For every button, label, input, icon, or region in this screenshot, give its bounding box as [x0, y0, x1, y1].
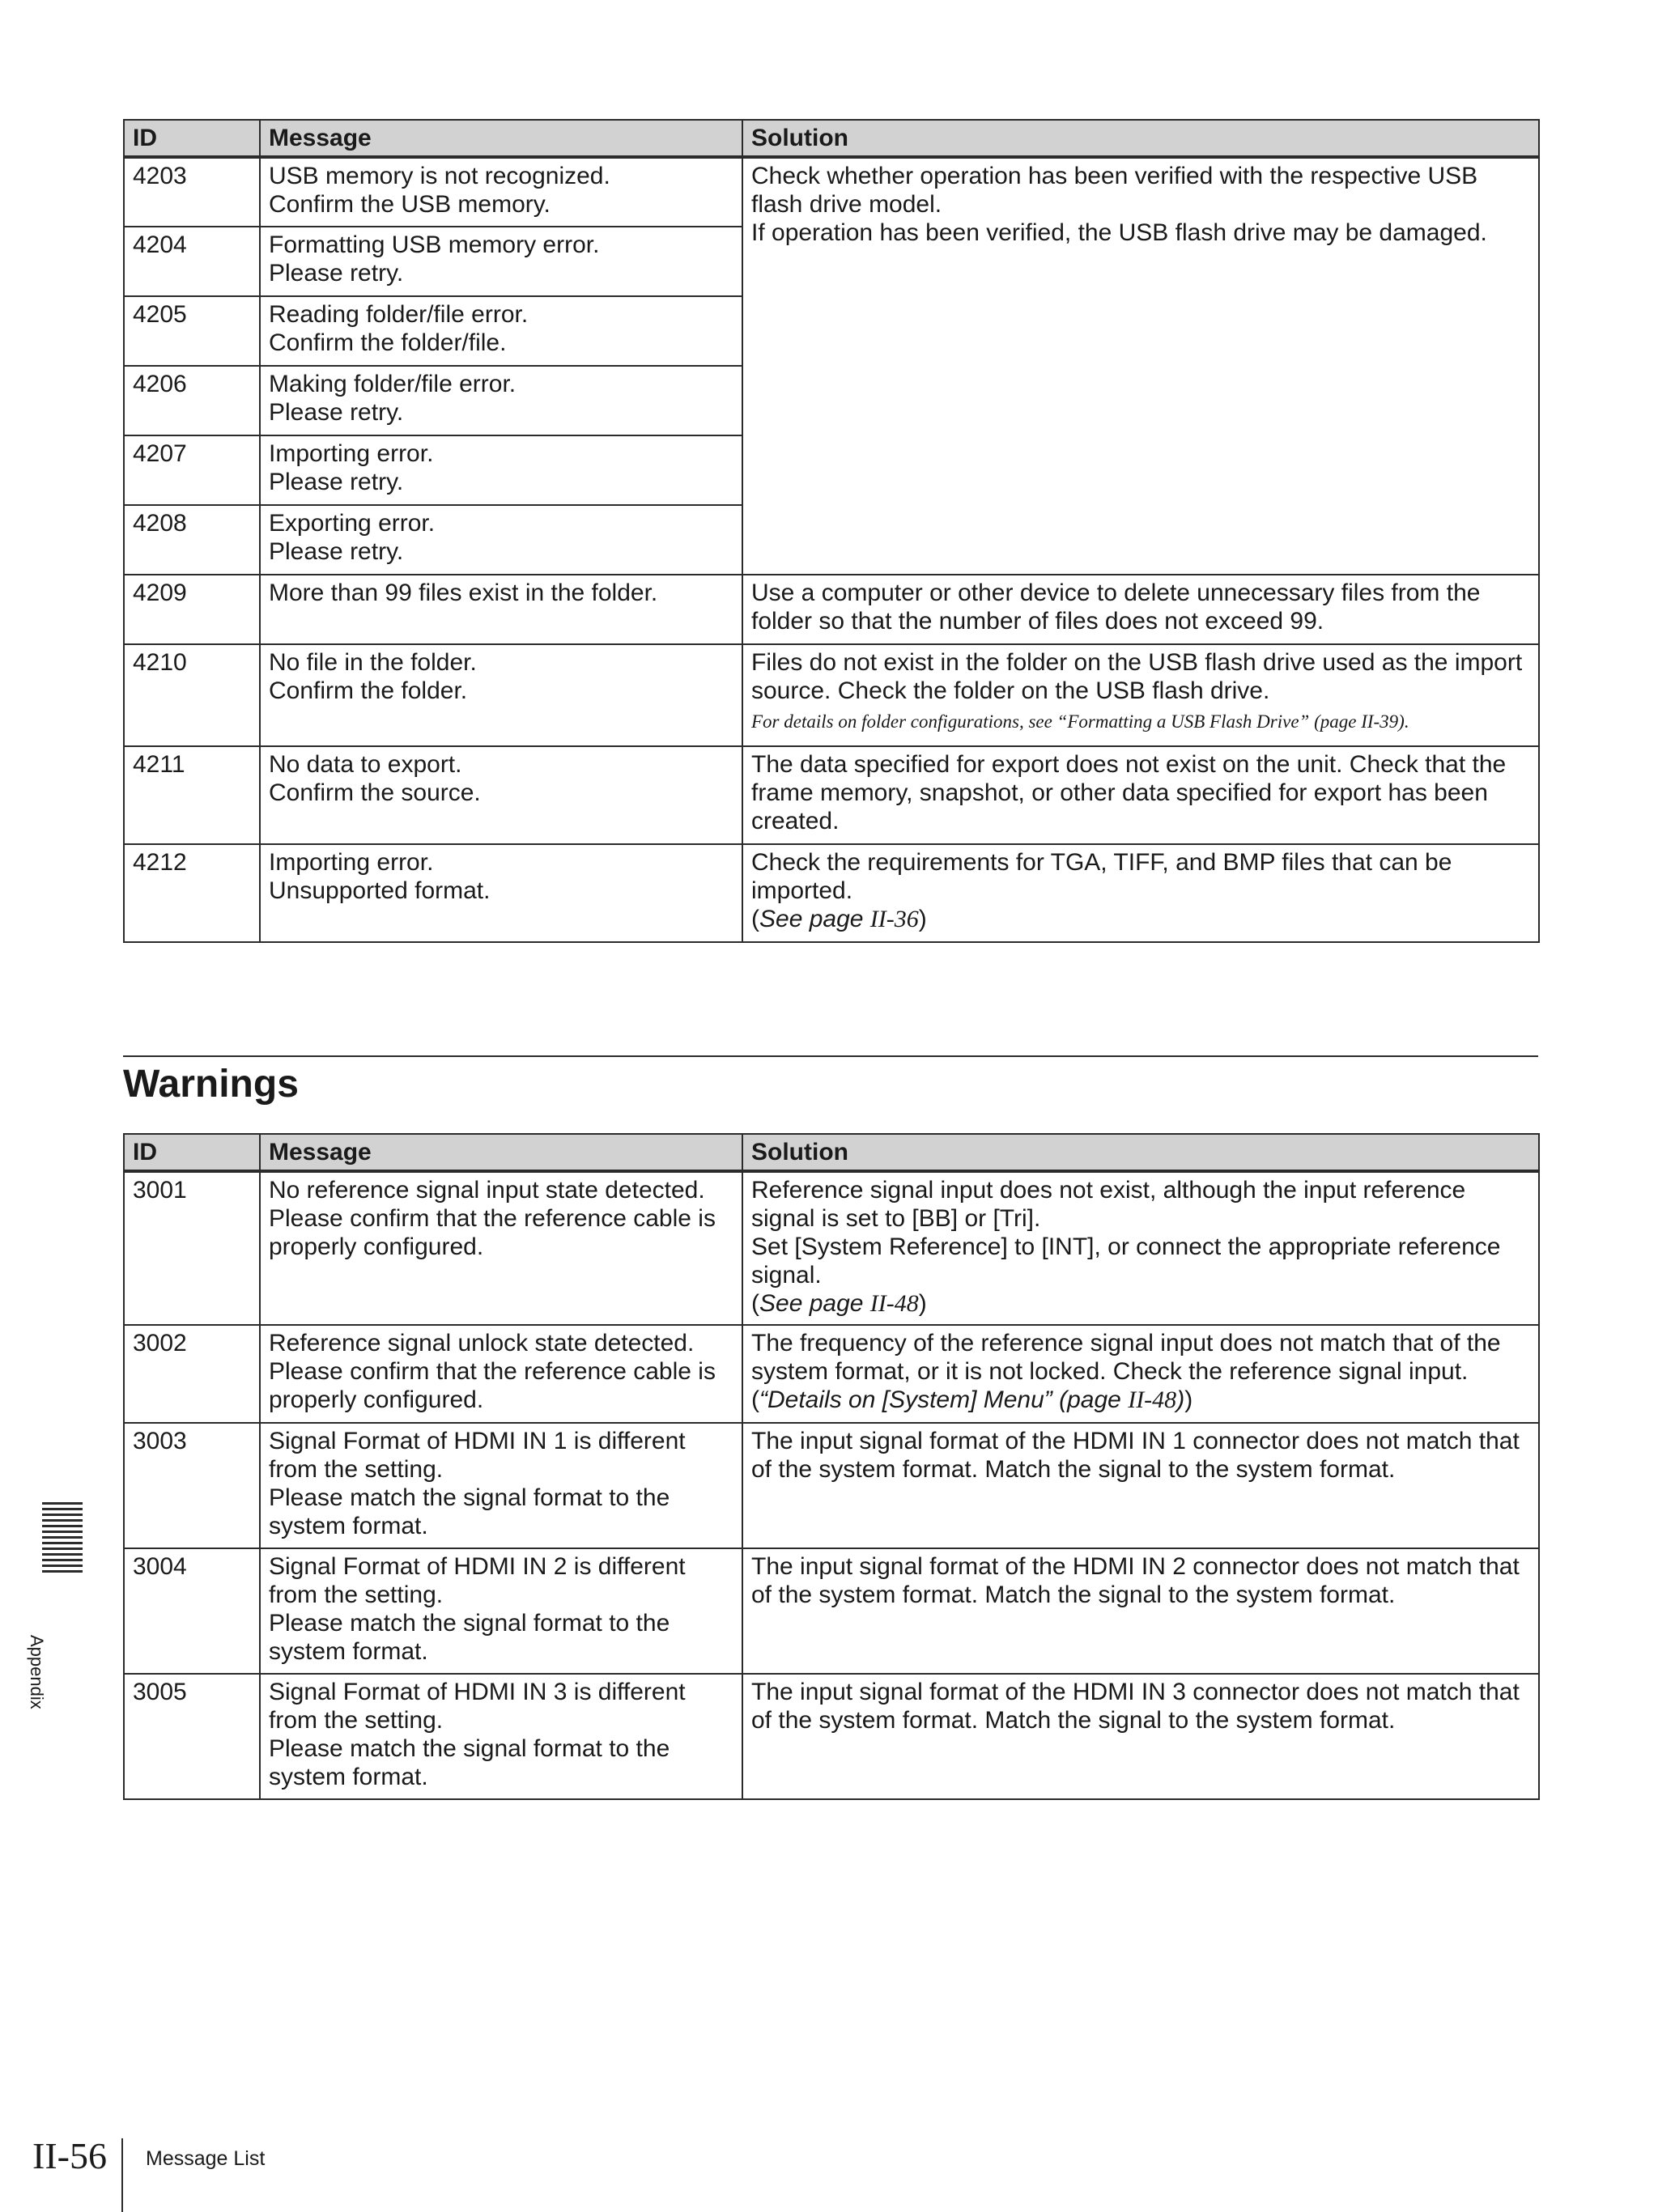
error-message-table [123, 119, 1540, 943]
solution-text: Reference signal input does not exist, although the input reference signal is set to [BB] or [Tri]. Set [System Reference] to [INT], or connect the appropriate reference signal. [751, 1177, 1501, 1289]
id-column-header: ID [124, 120, 260, 157]
message-text: Importing error. Please retry. [260, 435, 742, 505]
message-id: 3002 [124, 1325, 260, 1423]
appendix-tab-label: Appendix [27, 1635, 47, 1709]
page-reference-text: “Details on [System] Menu” (page [759, 1386, 1121, 1413]
table-row [124, 844, 1539, 942]
page-reference-text: See page [759, 1290, 864, 1317]
solution-text: The data specified for export does not exist on the unit. Check that the frame memory, snapshot, or other data specified for export has been created. [742, 746, 1539, 844]
message-id: 3001 [124, 1171, 260, 1325]
message-id: 3005 [124, 1674, 260, 1799]
folder-config-note: For details on folder configurations, see “Formatting a USB Flash Drive” (page II-39). [751, 711, 1409, 732]
message-column-header: Message [260, 1134, 742, 1171]
message-id: 4210 [124, 644, 260, 746]
message-text: Reading folder/file error. Confirm the folder/file. [260, 296, 742, 366]
message-text: Importing error. Unsupported format. [260, 844, 742, 942]
message-text: More than 99 files exist in the folder. [260, 575, 742, 644]
message-id: 4209 [124, 575, 260, 644]
solution-column-header: Solution [742, 1134, 1539, 1171]
solution-text: Check the requirements for TGA, TIFF, and BMP files that can be imported. [751, 849, 1452, 904]
message-text: Exporting error. Please retry. [260, 505, 742, 575]
page-reference-link[interactable]: II-48 [869, 1290, 919, 1317]
table-row [124, 575, 1539, 644]
message-id: 3003 [124, 1423, 260, 1548]
footer-divider [121, 2138, 123, 2212]
table-row [124, 1674, 1539, 1799]
section-divider [123, 1055, 1538, 1057]
warnings-heading: Warnings [123, 1063, 299, 1106]
table-row [124, 1548, 1539, 1674]
message-text: Signal Format of HDMI IN 1 is different from the setting. Please match the signal format to the system format. [260, 1423, 742, 1548]
solution-text: The input signal format of the HDMI IN 1 connector does not match that of the system format. Match the signal to the system format. [742, 1423, 1539, 1548]
message-id: 4207 [124, 435, 260, 505]
message-text: No file in the folder. Confirm the folder. [260, 644, 742, 746]
message-text: Signal Format of HDMI IN 2 is different from the setting. Please match the signal format to the system format. [260, 1548, 742, 1674]
message-text: Reference signal unlock state detected. Please confirm that the reference cable is properly configured. [260, 1325, 742, 1423]
table-row [124, 1171, 1539, 1325]
footer-section-title: Message List [146, 2147, 266, 2170]
message-text: Formatting USB memory error. Please retry. [260, 227, 742, 296]
page-reference-link[interactable]: II-36 [869, 906, 919, 932]
table-row [124, 746, 1539, 844]
appendix-tab-marker [42, 1502, 83, 1575]
message-id: 4208 [124, 505, 260, 575]
message-column-header: Message [260, 120, 742, 157]
solution-text: The input signal format of the HDMI IN 2 connector does not match that of the system format. Match the signal to the system format. [742, 1548, 1539, 1674]
table-header-row [124, 1134, 1539, 1171]
page-number: II-56 [32, 2135, 107, 2176]
id-column-header: ID [124, 1134, 260, 1171]
shared-solution-text: Check whether operation has been verified with the respective USB flash drive model. If operation has been verified, the USB flash drive may be damaged. [742, 157, 1539, 575]
warnings-table [123, 1133, 1540, 1800]
message-id: 4211 [124, 746, 260, 844]
page-reference-text: See page [759, 906, 864, 932]
message-text: USB memory is not recognized. Confirm the USB memory. [260, 157, 742, 227]
table-row [124, 1325, 1539, 1423]
message-id: 4212 [124, 844, 260, 942]
page-reference-link[interactable]: II-48 [1128, 1386, 1177, 1413]
message-text: No reference signal input state detected. Please confirm that the reference cable is properly configured. [260, 1171, 742, 1325]
solution-cell: Reference signal input does not exist, although the input reference signal is set to [BB] or [Tri]. Set [System Reference] to [INT], or connect the appropriate reference signal. (See page II-48) [742, 1171, 1539, 1325]
table-row [124, 644, 1539, 746]
solution-text: Files do not exist in the folder on the USB flash drive used as the import source. Check the folder on the USB flash drive. [751, 649, 1523, 704]
solution-cell [742, 644, 1539, 746]
message-id: 4205 [124, 296, 260, 366]
solution-text: The frequency of the reference signal input does not match that of the system format, or it is not locked. Check the reference signal input. [751, 1330, 1501, 1385]
solution-cell: The frequency of the reference signal input does not match that of the system format, or it is not locked. Check the reference signal input. (“Details on [System] Menu” (page II-48)) [742, 1325, 1539, 1423]
solution-cell: Check the requirements for TGA, TIFF, and BMP files that can be imported. (See page II-36) [742, 844, 1539, 942]
table-row [124, 157, 1539, 227]
message-id: 4204 [124, 227, 260, 296]
solution-column-header: Solution [742, 120, 1539, 157]
solution-text: Use a computer or other device to delete unnecessary files from the folder so that the number of files does not exceed 99. [742, 575, 1539, 644]
table-header-row [124, 120, 1539, 157]
message-id: 4206 [124, 366, 260, 435]
message-text: Signal Format of HDMI IN 3 is different from the setting. Please match the signal format to the system format. [260, 1674, 742, 1799]
table-row [124, 1423, 1539, 1548]
message-id: 3004 [124, 1548, 260, 1674]
message-text: No data to export. Confirm the source. [260, 746, 742, 844]
message-id: 4203 [124, 157, 260, 227]
message-text: Making folder/file error. Please retry. [260, 366, 742, 435]
solution-text: The input signal format of the HDMI IN 3 connector does not match that of the system format. Match the signal to the system format. [742, 1674, 1539, 1799]
